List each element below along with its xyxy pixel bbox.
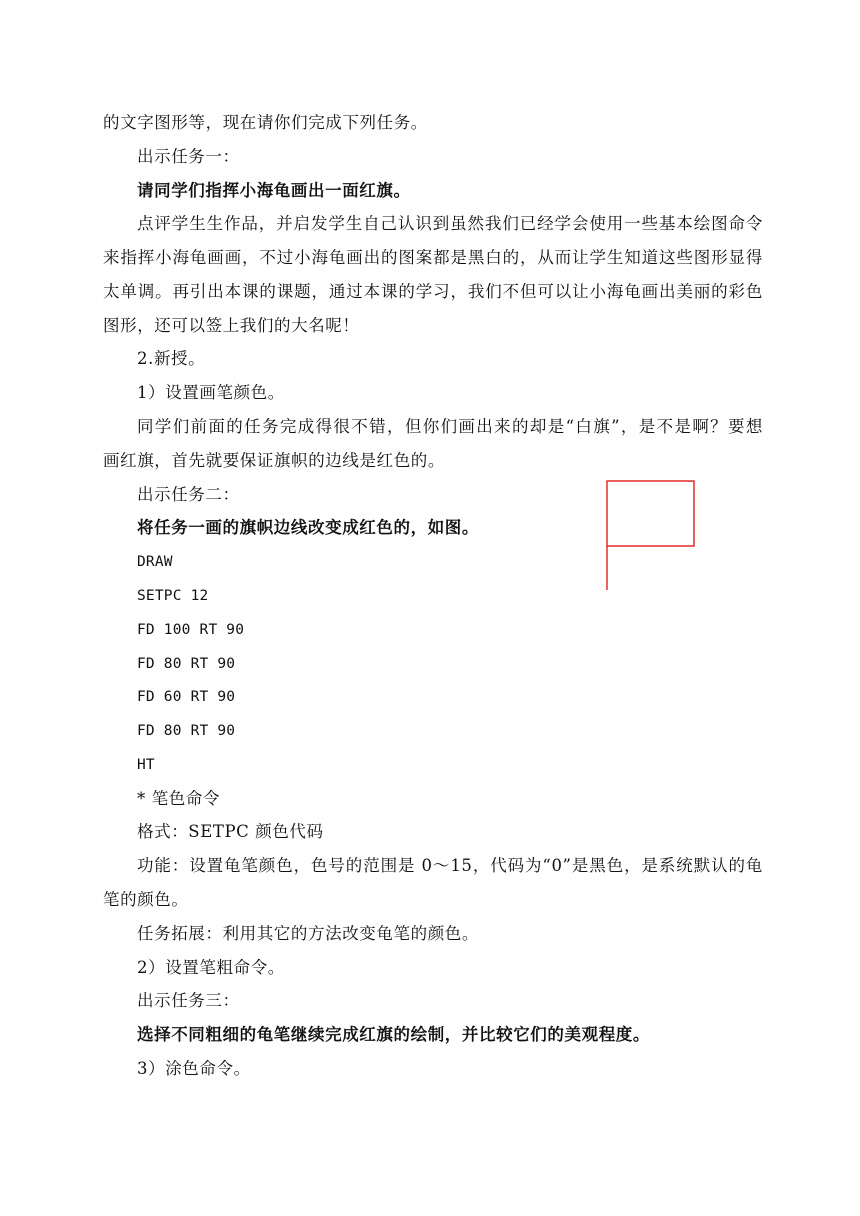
code-line: DRAW — [137, 554, 173, 570]
code-line: FD 100 RT 90 — [137, 622, 245, 638]
paragraph-line: 同学们前面的任务完成得很不错，但你们画出来的却是“白旗”，是不是啊？要想 — [137, 417, 763, 436]
red-flag-outline — [607, 481, 694, 590]
red-flag-figure — [600, 476, 700, 596]
paragraph-line: 图形，还可以签上我们的大名呢！ — [103, 316, 360, 335]
code-line: FD 60 RT 90 — [137, 689, 236, 705]
subsection-heading: 1）设置画笔颜色。 — [137, 383, 285, 402]
task-heading: 出示任务三： — [137, 991, 240, 1010]
code-line: FD 80 RT 90 — [137, 723, 236, 739]
section-heading: 2.新授。 — [137, 349, 206, 368]
paragraph-line: 来指挥小海龟画画，不过小海龟画出的图案都是黑白的，从而让学生知道这些图形显得 — [103, 248, 763, 267]
flag-rectangle — [607, 481, 694, 546]
task-extension: 任务拓展：利用其它的方法改变龟笔的颜色。 — [137, 924, 479, 943]
task-statement: 选择不同粗细的龟笔继续完成红旗的绘制，并比较它们的美观程度。 — [137, 1025, 650, 1044]
paragraph-line: 点评学生生作品，并启发学生自己认识到虽然我们已经学会使用一些基本绘图命令 — [137, 214, 763, 233]
paragraph-line: 笔的颜色。 — [103, 890, 189, 909]
paragraph-line: 画红旗，首先就要保证旗帜的边线是红色的。 — [103, 451, 445, 470]
code-line: FD 80 RT 90 — [137, 656, 236, 672]
paragraph-line: 太单调。再引出本课的课题，通过本课的学习，我们不但可以让小海龟画出美丽的彩色 — [103, 282, 763, 301]
paragraph-line: 的文字图形等，现在请你们完成下列任务。 — [103, 113, 428, 132]
task-heading: 出示任务二： — [137, 485, 240, 504]
subsection-heading: 3）涂色命令。 — [137, 1059, 251, 1078]
function-line: 功能：设置龟笔颜色，色号的范围是 0～15，代码为“0”是黑色，是系统默认的龟 — [137, 856, 763, 875]
task-statement: 请同学们指挥小海龟画出一面红旗。 — [137, 181, 411, 200]
subsection-heading: 2）设置笔粗命令。 — [137, 958, 285, 977]
format-line: 格式：SETPC 颜色代码 — [137, 822, 324, 841]
task-statement: 将任务一画的旗帜边线改变成红色的，如图。 — [137, 518, 479, 537]
command-heading: * 笔色命令 — [137, 789, 221, 808]
code-line: HT — [137, 757, 155, 773]
code-line: SETPC 12 — [137, 588, 209, 604]
task-heading: 出示任务一： — [137, 147, 240, 166]
